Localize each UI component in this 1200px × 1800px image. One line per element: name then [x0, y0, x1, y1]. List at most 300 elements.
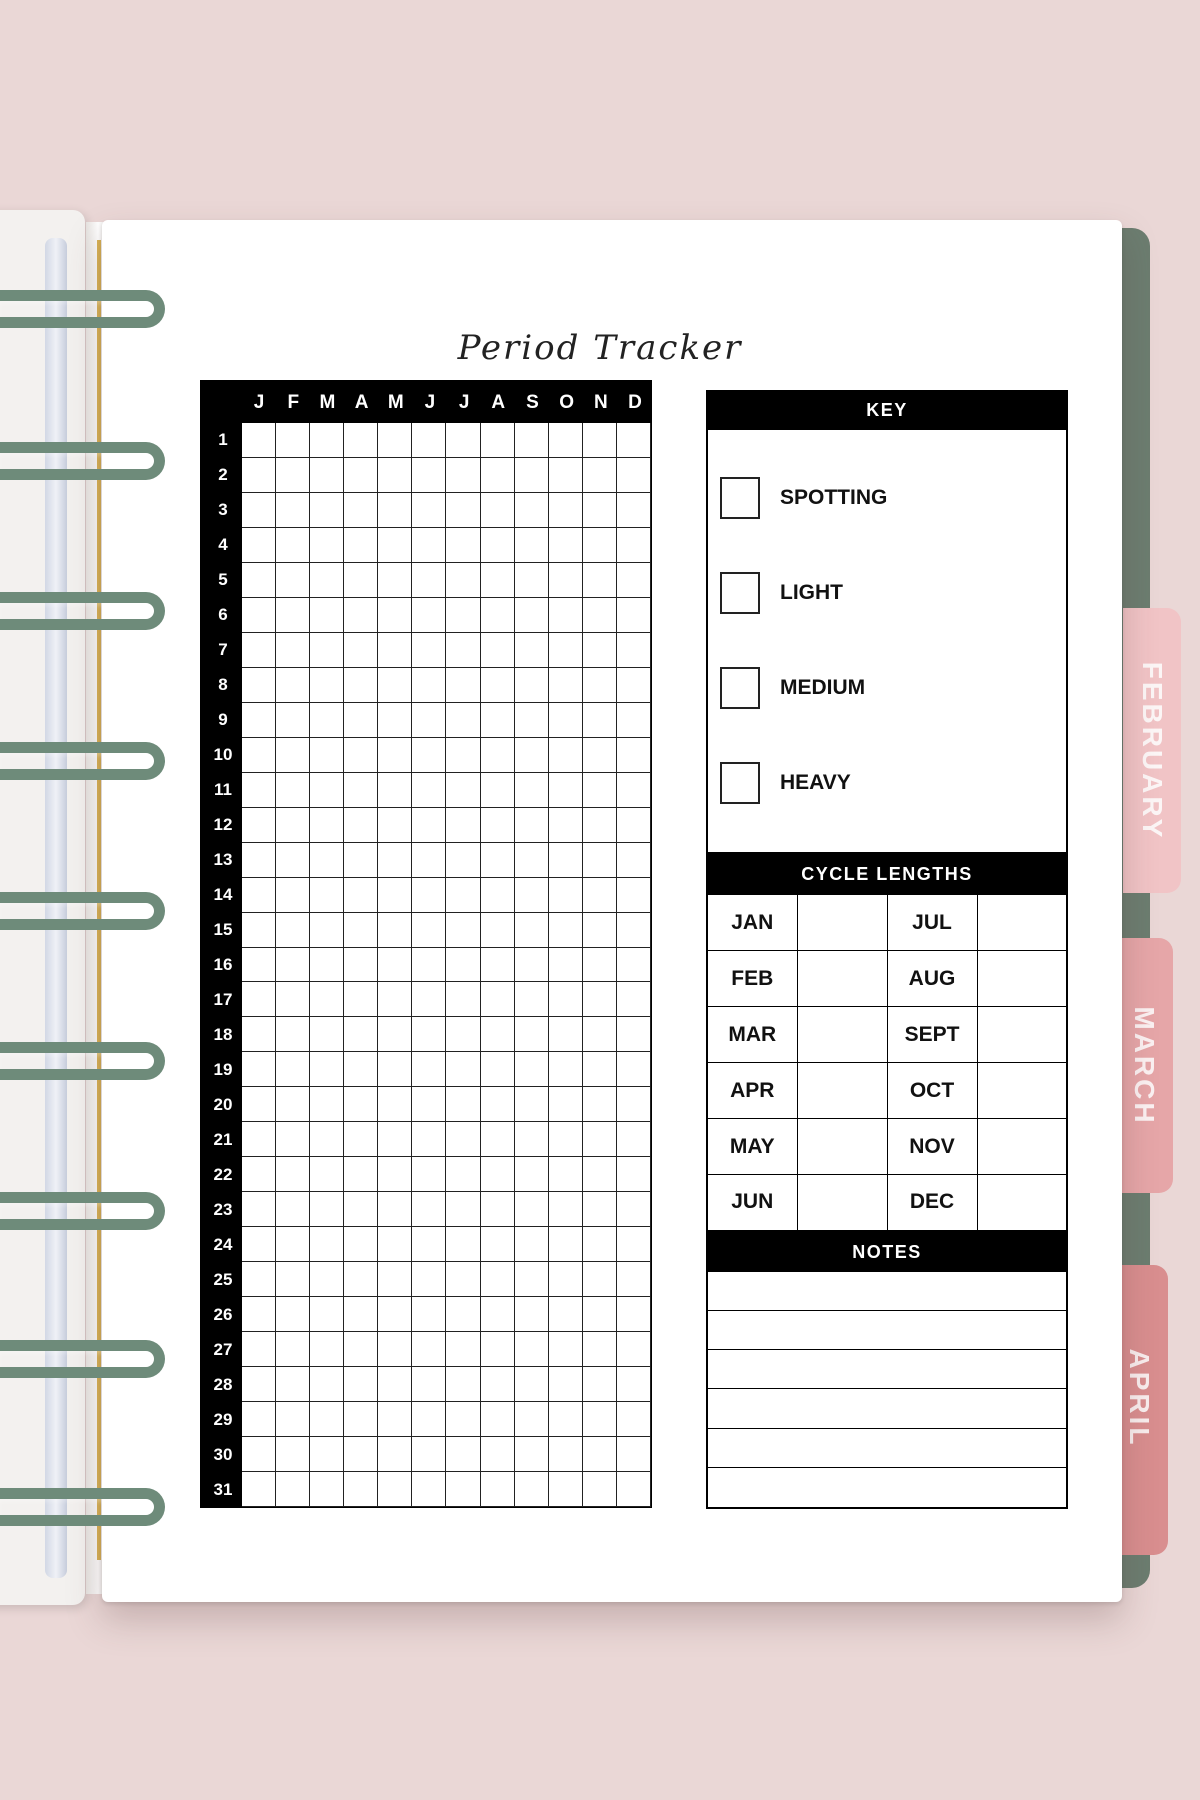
tracker-cell[interactable]: [242, 808, 276, 843]
tracker-cell[interactable]: [378, 493, 412, 528]
tracker-cell[interactable]: [583, 1262, 617, 1297]
tracker-cell[interactable]: [481, 703, 515, 738]
tracker-cell[interactable]: [310, 982, 344, 1017]
tracker-cell[interactable]: [617, 913, 651, 948]
tracker-cell[interactable]: [617, 1472, 651, 1507]
tracker-cell[interactable]: [617, 598, 651, 633]
tracker-cell[interactable]: [242, 1367, 276, 1402]
tracker-cell[interactable]: [481, 563, 515, 598]
tracker-cell[interactable]: [446, 1087, 480, 1122]
tracker-cell[interactable]: [310, 1437, 344, 1472]
tracker-cell[interactable]: [242, 1332, 276, 1367]
tracker-cell[interactable]: [515, 808, 549, 843]
key-checkbox[interactable]: [720, 762, 760, 804]
tracker-cell[interactable]: [310, 1122, 344, 1157]
tracker-cell[interactable]: [446, 458, 480, 493]
tracker-cell[interactable]: [446, 982, 480, 1017]
tracker-cell[interactable]: [481, 1437, 515, 1472]
tracker-cell[interactable]: [515, 913, 549, 948]
tracker-cell[interactable]: [583, 878, 617, 913]
tracker-cell[interactable]: [583, 773, 617, 808]
tracker-cell[interactable]: [378, 1087, 412, 1122]
cycle-length-field[interactable]: [797, 1007, 887, 1063]
tracker-cell[interactable]: [378, 1472, 412, 1507]
tracker-cell[interactable]: [310, 528, 344, 563]
tracker-cell[interactable]: [310, 1472, 344, 1507]
tracker-cell[interactable]: [515, 1227, 549, 1262]
tracker-cell[interactable]: [412, 458, 446, 493]
tracker-cell[interactable]: [617, 1367, 651, 1402]
tracker-cell[interactable]: [446, 773, 480, 808]
tracker-cell[interactable]: [276, 423, 310, 458]
tracker-cell[interactable]: [515, 1087, 549, 1122]
tracker-cell[interactable]: [617, 1157, 651, 1192]
tracker-cell[interactable]: [310, 703, 344, 738]
tracker-cell[interactable]: [583, 843, 617, 878]
tracker-cell[interactable]: [515, 528, 549, 563]
tracker-cell[interactable]: [242, 528, 276, 563]
tracker-cell[interactable]: [412, 843, 446, 878]
tracker-cell[interactable]: [515, 1157, 549, 1192]
tracker-cell[interactable]: [515, 1367, 549, 1402]
tracker-cell[interactable]: [617, 1227, 651, 1262]
tracker-cell[interactable]: [549, 773, 583, 808]
tracker-cell[interactable]: [310, 1402, 344, 1437]
tracker-cell[interactable]: [583, 1087, 617, 1122]
tracker-cell[interactable]: [549, 1472, 583, 1507]
cycle-length-field[interactable]: [977, 1175, 1067, 1231]
tracker-cell[interactable]: [412, 808, 446, 843]
tracker-cell[interactable]: [549, 458, 583, 493]
tracker-cell[interactable]: [378, 423, 412, 458]
tracker-cell[interactable]: [344, 458, 378, 493]
tracker-cell[interactable]: [378, 738, 412, 773]
tracker-cell[interactable]: [549, 843, 583, 878]
tracker-cell[interactable]: [344, 1227, 378, 1262]
tracker-cell[interactable]: [583, 1052, 617, 1087]
tracker-cell[interactable]: [310, 1367, 344, 1402]
tracker-cell[interactable]: [344, 878, 378, 913]
tracker-cell[interactable]: [515, 843, 549, 878]
tracker-cell[interactable]: [617, 528, 651, 563]
tracker-cell[interactable]: [378, 773, 412, 808]
cycle-length-field[interactable]: [977, 1119, 1067, 1175]
tracker-cell[interactable]: [412, 1437, 446, 1472]
tracker-cell[interactable]: [276, 1157, 310, 1192]
tracker-cell[interactable]: [310, 633, 344, 668]
tracker-cell[interactable]: [515, 668, 549, 703]
tracker-cell[interactable]: [549, 1437, 583, 1472]
tracker-cell[interactable]: [583, 1437, 617, 1472]
tracker-cell[interactable]: [549, 808, 583, 843]
tracker-cell[interactable]: [344, 1017, 378, 1052]
tracker-cell[interactable]: [378, 703, 412, 738]
tracker-cell[interactable]: [310, 668, 344, 703]
tracker-cell[interactable]: [276, 528, 310, 563]
tracker-cell[interactable]: [242, 1087, 276, 1122]
tracker-cell[interactable]: [378, 1192, 412, 1227]
tracker-cell[interactable]: [481, 843, 515, 878]
tracker-cell[interactable]: [481, 423, 515, 458]
tracker-cell[interactable]: [242, 633, 276, 668]
tracker-cell[interactable]: [446, 668, 480, 703]
tracker-cell[interactable]: [412, 528, 446, 563]
tracker-cell[interactable]: [515, 1472, 549, 1507]
tracker-cell[interactable]: [310, 1297, 344, 1332]
tracker-cell[interactable]: [549, 1227, 583, 1262]
tracker-cell[interactable]: [515, 1052, 549, 1087]
tracker-cell[interactable]: [583, 1157, 617, 1192]
tracker-cell[interactable]: [310, 493, 344, 528]
tracker-cell[interactable]: [310, 913, 344, 948]
tracker-cell[interactable]: [310, 1192, 344, 1227]
tracker-cell[interactable]: [276, 1332, 310, 1367]
tab-february[interactable]: [1123, 608, 1181, 893]
tracker-cell[interactable]: [617, 493, 651, 528]
tracker-cell[interactable]: [276, 598, 310, 633]
tracker-cell[interactable]: [549, 1402, 583, 1437]
tracker-cell[interactable]: [344, 948, 378, 983]
tracker-cell[interactable]: [481, 773, 515, 808]
tracker-cell[interactable]: [242, 773, 276, 808]
tracker-cell[interactable]: [446, 1122, 480, 1157]
tracker-cell[interactable]: [378, 633, 412, 668]
tracker-cell[interactable]: [310, 773, 344, 808]
tracker-cell[interactable]: [617, 668, 651, 703]
tracker-cell[interactable]: [242, 703, 276, 738]
tracker-cell[interactable]: [446, 598, 480, 633]
tracker-cell[interactable]: [242, 1262, 276, 1297]
tracker-cell[interactable]: [344, 1437, 378, 1472]
tracker-cell[interactable]: [344, 598, 378, 633]
tracker-cell[interactable]: [515, 598, 549, 633]
tracker-cell[interactable]: [515, 1402, 549, 1437]
tracker-cell[interactable]: [617, 843, 651, 878]
tracker-cell[interactable]: [242, 1297, 276, 1332]
tracker-cell[interactable]: [481, 493, 515, 528]
tracker-cell[interactable]: [242, 563, 276, 598]
tracker-cell[interactable]: [446, 948, 480, 983]
tracker-cell[interactable]: [242, 598, 276, 633]
tracker-cell[interactable]: [549, 1332, 583, 1367]
tracker-cell[interactable]: [242, 1437, 276, 1472]
tracker-cell[interactable]: [344, 703, 378, 738]
tracker-cell[interactable]: [549, 982, 583, 1017]
tracker-cell[interactable]: [276, 1402, 310, 1437]
tracker-cell[interactable]: [276, 878, 310, 913]
tracker-cell[interactable]: [310, 1227, 344, 1262]
tracker-cell[interactable]: [583, 982, 617, 1017]
tracker-cell[interactable]: [515, 1122, 549, 1157]
tracker-cell[interactable]: [446, 1192, 480, 1227]
tracker-cell[interactable]: [583, 633, 617, 668]
tracker-cell[interactable]: [549, 668, 583, 703]
tracker-cell[interactable]: [583, 668, 617, 703]
tracker-cell[interactable]: [276, 1192, 310, 1227]
tracker-cell[interactable]: [617, 563, 651, 598]
tracker-cell[interactable]: [378, 668, 412, 703]
tracker-cell[interactable]: [412, 703, 446, 738]
tracker-cell[interactable]: [549, 1367, 583, 1402]
tracker-cell[interactable]: [549, 878, 583, 913]
tracker-cell[interactable]: [378, 1332, 412, 1367]
cycle-length-field[interactable]: [977, 1063, 1067, 1119]
tracker-cell[interactable]: [446, 703, 480, 738]
tracker-cell[interactable]: [583, 1227, 617, 1262]
tracker-cell[interactable]: [344, 808, 378, 843]
tracker-cell[interactable]: [344, 668, 378, 703]
tracker-cell[interactable]: [515, 1297, 549, 1332]
tracker-cell[interactable]: [549, 1052, 583, 1087]
tracker-cell[interactable]: [242, 1052, 276, 1087]
tracker-cell[interactable]: [549, 1087, 583, 1122]
tracker-cell[interactable]: [378, 948, 412, 983]
tracker-cell[interactable]: [583, 738, 617, 773]
tracker-cell[interactable]: [446, 633, 480, 668]
tracker-cell[interactable]: [446, 1227, 480, 1262]
notes-line[interactable]: [708, 1389, 1066, 1428]
tracker-cell[interactable]: [378, 1157, 412, 1192]
tracker-cell[interactable]: [481, 738, 515, 773]
tracker-cell[interactable]: [583, 1192, 617, 1227]
tracker-cell[interactable]: [481, 1262, 515, 1297]
tracker-cell[interactable]: [276, 633, 310, 668]
cycle-length-field[interactable]: [797, 1119, 887, 1175]
tracker-cell[interactable]: [549, 1192, 583, 1227]
tracker-cell[interactable]: [310, 1262, 344, 1297]
tracker-cell[interactable]: [446, 843, 480, 878]
tracker-cell[interactable]: [412, 563, 446, 598]
key-checkbox[interactable]: [720, 572, 760, 614]
tracker-cell[interactable]: [617, 1402, 651, 1437]
tracker-cell[interactable]: [617, 1017, 651, 1052]
tracker-cell[interactable]: [583, 948, 617, 983]
tracker-cell[interactable]: [515, 1017, 549, 1052]
tracker-cell[interactable]: [617, 878, 651, 913]
tracker-cell[interactable]: [583, 913, 617, 948]
tracker-cell[interactable]: [344, 1157, 378, 1192]
tracker-cell[interactable]: [412, 738, 446, 773]
tracker-cell[interactable]: [515, 1192, 549, 1227]
tracker-cell[interactable]: [446, 528, 480, 563]
tracker-cell[interactable]: [344, 773, 378, 808]
tracker-cell[interactable]: [242, 878, 276, 913]
tracker-cell[interactable]: [412, 598, 446, 633]
tracker-cell[interactable]: [515, 738, 549, 773]
tracker-cell[interactable]: [344, 1262, 378, 1297]
tracker-cell[interactable]: [276, 1367, 310, 1402]
tracker-cell[interactable]: [276, 843, 310, 878]
tracker-cell[interactable]: [412, 1157, 446, 1192]
tracker-cell[interactable]: [549, 1122, 583, 1157]
tracker-cell[interactable]: [276, 773, 310, 808]
tracker-cell[interactable]: [412, 913, 446, 948]
tracker-cell[interactable]: [549, 1157, 583, 1192]
notes-line[interactable]: [708, 1350, 1066, 1389]
tracker-cell[interactable]: [242, 493, 276, 528]
tracker-cell[interactable]: [583, 1367, 617, 1402]
tracker-cell[interactable]: [344, 1052, 378, 1087]
tracker-cell[interactable]: [583, 1472, 617, 1507]
cycle-length-field[interactable]: [797, 895, 887, 951]
key-checkbox[interactable]: [720, 667, 760, 709]
tracker-cell[interactable]: [310, 1087, 344, 1122]
tracker-cell[interactable]: [481, 1367, 515, 1402]
tracker-cell[interactable]: [583, 1122, 617, 1157]
tracker-cell[interactable]: [583, 598, 617, 633]
tracker-cell[interactable]: [515, 1332, 549, 1367]
tracker-cell[interactable]: [617, 703, 651, 738]
tracker-cell[interactable]: [276, 1472, 310, 1507]
tracker-cell[interactable]: [446, 878, 480, 913]
tracker-cell[interactable]: [378, 1402, 412, 1437]
tracker-cell[interactable]: [617, 1122, 651, 1157]
tracker-cell[interactable]: [412, 1472, 446, 1507]
tracker-cell[interactable]: [446, 1472, 480, 1507]
tracker-cell[interactable]: [515, 493, 549, 528]
tracker-cell[interactable]: [412, 1367, 446, 1402]
tracker-cell[interactable]: [276, 738, 310, 773]
tracker-cell[interactable]: [412, 948, 446, 983]
tracker-cell[interactable]: [515, 563, 549, 598]
tracker-cell[interactable]: [481, 878, 515, 913]
tracker-cell[interactable]: [344, 738, 378, 773]
tracker-cell[interactable]: [310, 423, 344, 458]
tracker-cell[interactable]: [617, 1262, 651, 1297]
tracker-cell[interactable]: [583, 808, 617, 843]
tracker-cell[interactable]: [412, 1017, 446, 1052]
tracker-cell[interactable]: [481, 528, 515, 563]
tracker-cell[interactable]: [242, 948, 276, 983]
tracker-cell[interactable]: [412, 1192, 446, 1227]
tracker-cell[interactable]: [412, 878, 446, 913]
tracker-cell[interactable]: [412, 1297, 446, 1332]
cycle-length-field[interactable]: [977, 895, 1067, 951]
tracker-cell[interactable]: [481, 1402, 515, 1437]
tracker-cell[interactable]: [515, 633, 549, 668]
tracker-cell[interactable]: [583, 1402, 617, 1437]
tracker-cell[interactable]: [549, 563, 583, 598]
tracker-cell[interactable]: [481, 1297, 515, 1332]
tracker-cell[interactable]: [446, 1017, 480, 1052]
tracker-cell[interactable]: [412, 423, 446, 458]
tracker-cell[interactable]: [276, 982, 310, 1017]
tracker-cell[interactable]: [617, 982, 651, 1017]
tracker-cell[interactable]: [378, 1227, 412, 1262]
tracker-cell[interactable]: [412, 773, 446, 808]
tracker-cell[interactable]: [617, 1087, 651, 1122]
tracker-cell[interactable]: [378, 1122, 412, 1157]
tracker-cell[interactable]: [378, 528, 412, 563]
cycle-length-field[interactable]: [797, 1063, 887, 1119]
cycle-length-field[interactable]: [977, 951, 1067, 1007]
tracker-cell[interactable]: [344, 493, 378, 528]
tracker-cell[interactable]: [344, 1297, 378, 1332]
tracker-cell[interactable]: [344, 528, 378, 563]
tracker-cell[interactable]: [617, 738, 651, 773]
tracker-cell[interactable]: [549, 633, 583, 668]
tracker-cell[interactable]: [412, 1402, 446, 1437]
tracker-cell[interactable]: [412, 1087, 446, 1122]
tracker-cell[interactable]: [344, 423, 378, 458]
tracker-cell[interactable]: [515, 982, 549, 1017]
tracker-cell[interactable]: [481, 1227, 515, 1262]
tracker-cell[interactable]: [344, 1087, 378, 1122]
tracker-cell[interactable]: [515, 423, 549, 458]
tracker-cell[interactable]: [549, 703, 583, 738]
tracker-cell[interactable]: [276, 1262, 310, 1297]
tracker-cell[interactable]: [344, 1402, 378, 1437]
tracker-cell[interactable]: [276, 1227, 310, 1262]
cycle-length-field[interactable]: [797, 951, 887, 1007]
tracker-cell[interactable]: [549, 948, 583, 983]
tracker-cell[interactable]: [617, 1332, 651, 1367]
tracker-cell[interactable]: [242, 1402, 276, 1437]
tracker-cell[interactable]: [276, 493, 310, 528]
tracker-cell[interactable]: [446, 1052, 480, 1087]
tracker-cell[interactable]: [481, 1052, 515, 1087]
tracker-cell[interactable]: [242, 1017, 276, 1052]
tracker-cell[interactable]: [583, 1297, 617, 1332]
tracker-cell[interactable]: [242, 458, 276, 493]
tracker-cell[interactable]: [583, 423, 617, 458]
tracker-cell[interactable]: [549, 738, 583, 773]
tracker-cell[interactable]: [515, 458, 549, 493]
tracker-cell[interactable]: [242, 1227, 276, 1262]
tracker-cell[interactable]: [481, 1157, 515, 1192]
tracker-cell[interactable]: [344, 633, 378, 668]
tracker-cell[interactable]: [481, 633, 515, 668]
tracker-cell[interactable]: [310, 843, 344, 878]
tracker-cell[interactable]: [310, 458, 344, 493]
tracker-cell[interactable]: [276, 1087, 310, 1122]
tracker-cell[interactable]: [617, 458, 651, 493]
tracker-cell[interactable]: [446, 1157, 480, 1192]
tracker-cell[interactable]: [515, 773, 549, 808]
tracker-cell[interactable]: [242, 843, 276, 878]
tracker-cell[interactable]: [412, 982, 446, 1017]
tracker-cell[interactable]: [412, 1262, 446, 1297]
tracker-cell[interactable]: [617, 1437, 651, 1472]
tracker-cell[interactable]: [276, 563, 310, 598]
tracker-cell[interactable]: [344, 1367, 378, 1402]
tracker-cell[interactable]: [446, 1262, 480, 1297]
notes-line[interactable]: [708, 1311, 1066, 1350]
tracker-cell[interactable]: [276, 1437, 310, 1472]
tracker-cell[interactable]: [242, 738, 276, 773]
tracker-cell[interactable]: [549, 493, 583, 528]
tracker-cell[interactable]: [617, 773, 651, 808]
tracker-cell[interactable]: [481, 458, 515, 493]
tracker-cell[interactable]: [310, 738, 344, 773]
tracker-cell[interactable]: [549, 913, 583, 948]
tracker-cell[interactable]: [242, 913, 276, 948]
tracker-cell[interactable]: [276, 668, 310, 703]
tracker-cell[interactable]: [481, 1472, 515, 1507]
tracker-cell[interactable]: [549, 1262, 583, 1297]
tracker-cell[interactable]: [242, 1472, 276, 1507]
tracker-cell[interactable]: [515, 948, 549, 983]
key-checkbox[interactable]: [720, 477, 760, 519]
tracker-cell[interactable]: [617, 948, 651, 983]
tracker-cell[interactable]: [412, 633, 446, 668]
tracker-cell[interactable]: [481, 1332, 515, 1367]
tracker-cell[interactable]: [310, 1017, 344, 1052]
tracker-cell[interactable]: [378, 1367, 412, 1402]
tracker-cell[interactable]: [515, 703, 549, 738]
tracker-cell[interactable]: [412, 493, 446, 528]
cycle-length-field[interactable]: [977, 1007, 1067, 1063]
